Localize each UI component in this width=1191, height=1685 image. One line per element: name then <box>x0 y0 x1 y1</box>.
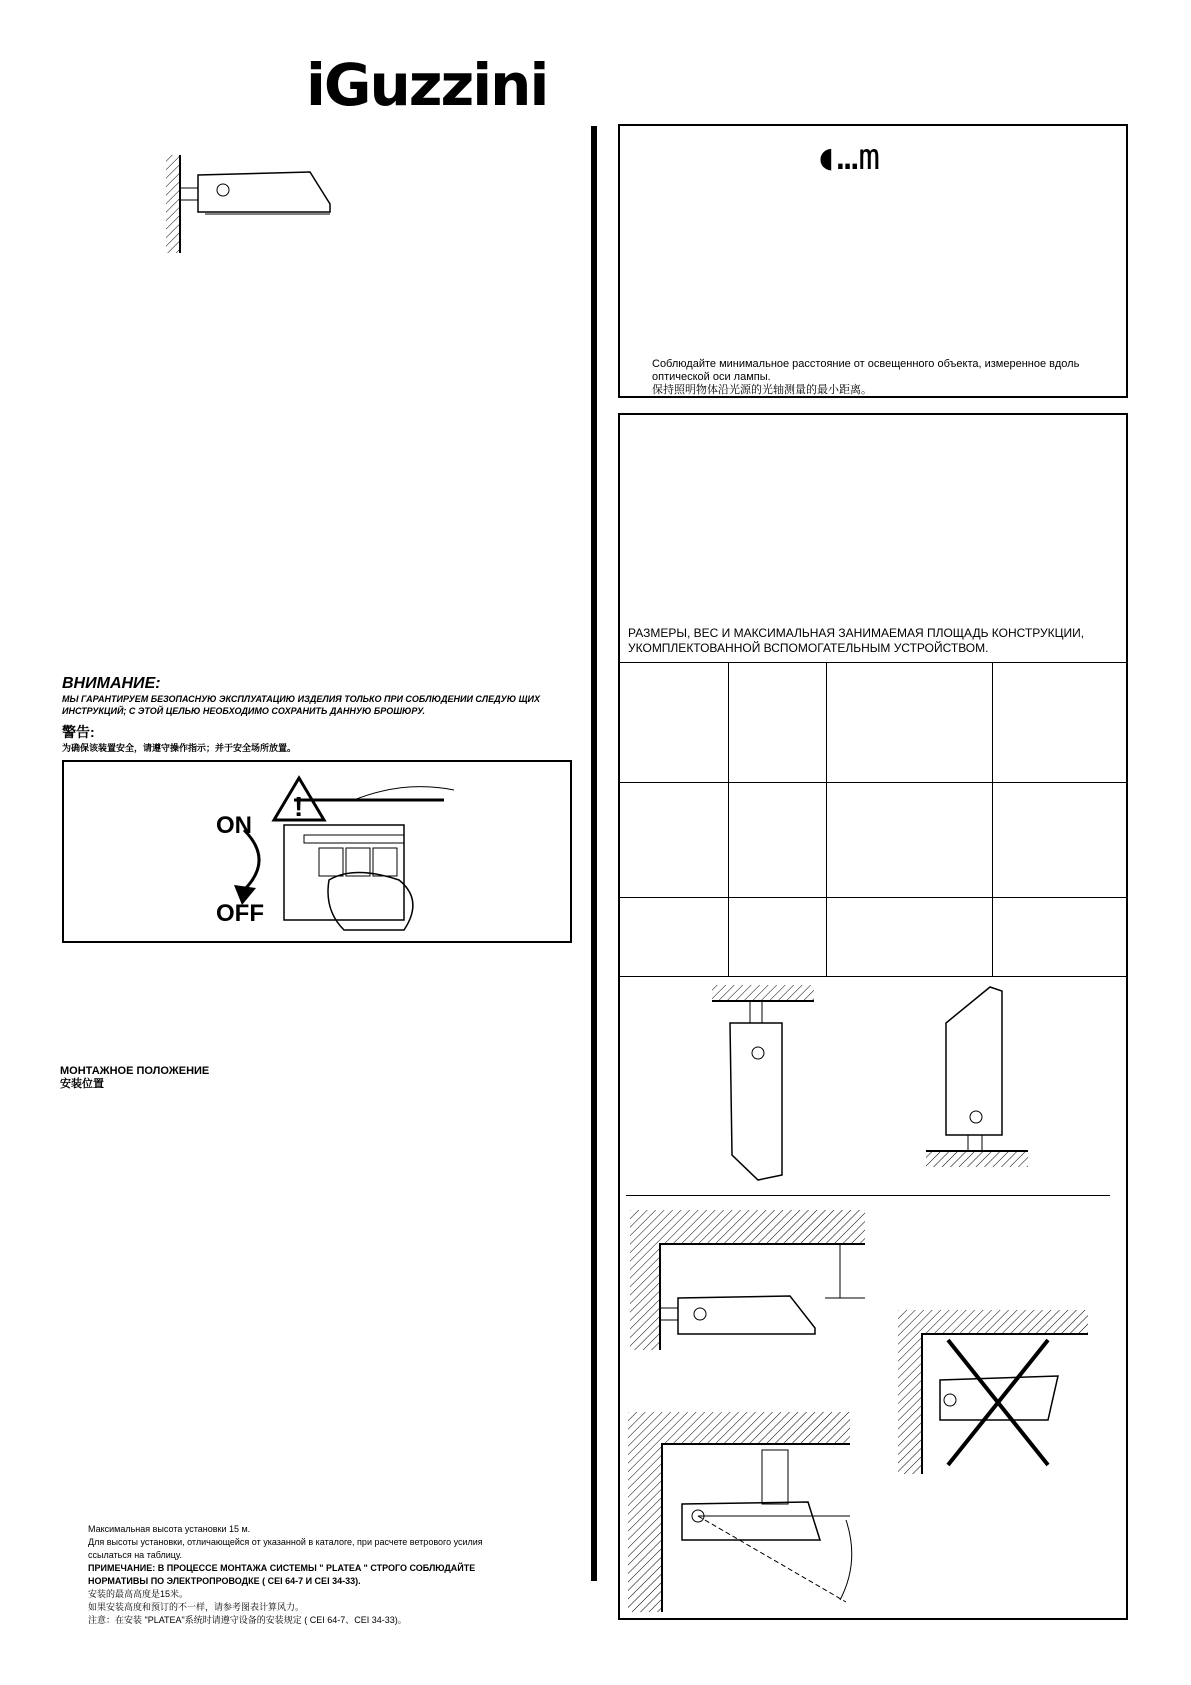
brand-logo: iGuzzini <box>306 51 548 119</box>
dimensions-table <box>618 662 1128 977</box>
distance-text-cn: 保持照明物体沿光源的光轴测量的最小距离。 <box>652 384 872 396</box>
incorrect-mount-figure <box>898 1310 1093 1475</box>
floor-mount-figure <box>920 985 1040 1185</box>
warning-text-cn: 为确保该装置安全，请遵守操作指示；并于安全场所放置。 <box>62 743 297 753</box>
wall-mount-figure <box>160 150 350 256</box>
warning-title: ВНИМАНИЕ: <box>62 675 161 692</box>
installation-notes <box>88 1523 558 1627</box>
column-divider <box>591 126 597 1581</box>
table-column <box>728 662 729 977</box>
svg-text:!: ! <box>294 791 304 822</box>
table-row <box>618 782 1128 783</box>
warning-title-cn: 警告: <box>62 724 95 740</box>
mounting-title <box>60 1065 209 1091</box>
table-row <box>618 897 1128 898</box>
ceiling-mount-figure <box>700 985 820 1185</box>
dimensions-text-line2: УКОМПЛЕКТОВАННОЙ ВСПОМОГАТЕЛЬНЫМ УСТРОЙСТВОМ. <box>628 641 989 655</box>
table-row <box>618 662 1128 663</box>
distance-symbol-text: …m <box>836 137 881 178</box>
dimensions-text-line1: РАЗМЕРЫ, ВЕС И МАКСИМАЛЬНАЯ ЗАНИМАЕМАЯ ПЛОЩАДЬ КОНСТРУКЦИИ, <box>628 626 1085 640</box>
note-line: 如果安装高度和预订的不一样，请参考图表计算风力。 <box>88 1602 305 1612</box>
table-column <box>992 662 993 977</box>
note-line: 安装的最高高度是15米。 <box>88 1589 189 1599</box>
power-switch-box <box>62 760 572 943</box>
off-label: OFF <box>216 900 264 927</box>
distance-symbol <box>815 137 880 178</box>
lamp-icon: ◖ <box>815 137 837 178</box>
table-column <box>826 662 827 977</box>
table-row <box>618 976 1128 977</box>
on-label: ON <box>216 812 252 839</box>
note-line: ссылаться на таблицу. <box>88 1550 182 1560</box>
note-line: Для высоты установки, отличающейся от указанной в каталоге, при расчете ветрового усилия <box>88 1537 483 1547</box>
tilt-angle-figure <box>628 1412 878 1612</box>
mounting-title-ru: МОНТАЖНОЕ ПОЛОЖЕНИЕ <box>60 1065 210 1077</box>
mounting-title-cn: 安装位置 <box>60 1078 104 1090</box>
note-line: НОРМАТИВЫ ПО ЭЛЕКТРОПРОВОДКЕ ( CEI 64-7 И CEI 34-33). <box>88 1576 361 1586</box>
distance-text <box>652 358 1122 397</box>
note-line: ПРИМЕЧАНИЕ: В ПРОЦЕССЕ МОНТАЖА СИСТЕМЫ " PLATEA " СТРОГО СОБЛЮДАЙТЕ <box>88 1563 476 1573</box>
distance-text-ru: Соблюдайте минимальное расстояние от освещенного объекта, измеренное вдоль оптической оси лампы. <box>652 358 1080 383</box>
figure-separator <box>626 1195 1110 1196</box>
dimensions-text <box>628 626 1128 656</box>
warning-text: МЫ ГАРАНТИРУЕМ БЕЗОПАСНУЮ ЭКСПЛУАТАЦИЮ ИЗДЕЛИЯ ТОЛЬКО ПРИ СОБЛЮДЕНИИ СЛЕДУЮ ЩИХ ИНСТРУКЦИЙ; С ЭТОЙ ЦЕЛЬЮ НЕОБХОДИМО СОХРАНИТЬ ДАННУЮ БРОШЮРУ. <box>62 694 540 716</box>
breaker-switch-illustration <box>224 770 484 938</box>
note-line: 注意：在安装 "PLATEA"系统时请遵守设备的安装规定 ( CEI 64-7、CEI 34-33)。 <box>88 1615 407 1625</box>
note-line: Максимальная высота установки 15 м. <box>88 1524 251 1534</box>
wall-clearance-figure <box>630 1210 870 1350</box>
